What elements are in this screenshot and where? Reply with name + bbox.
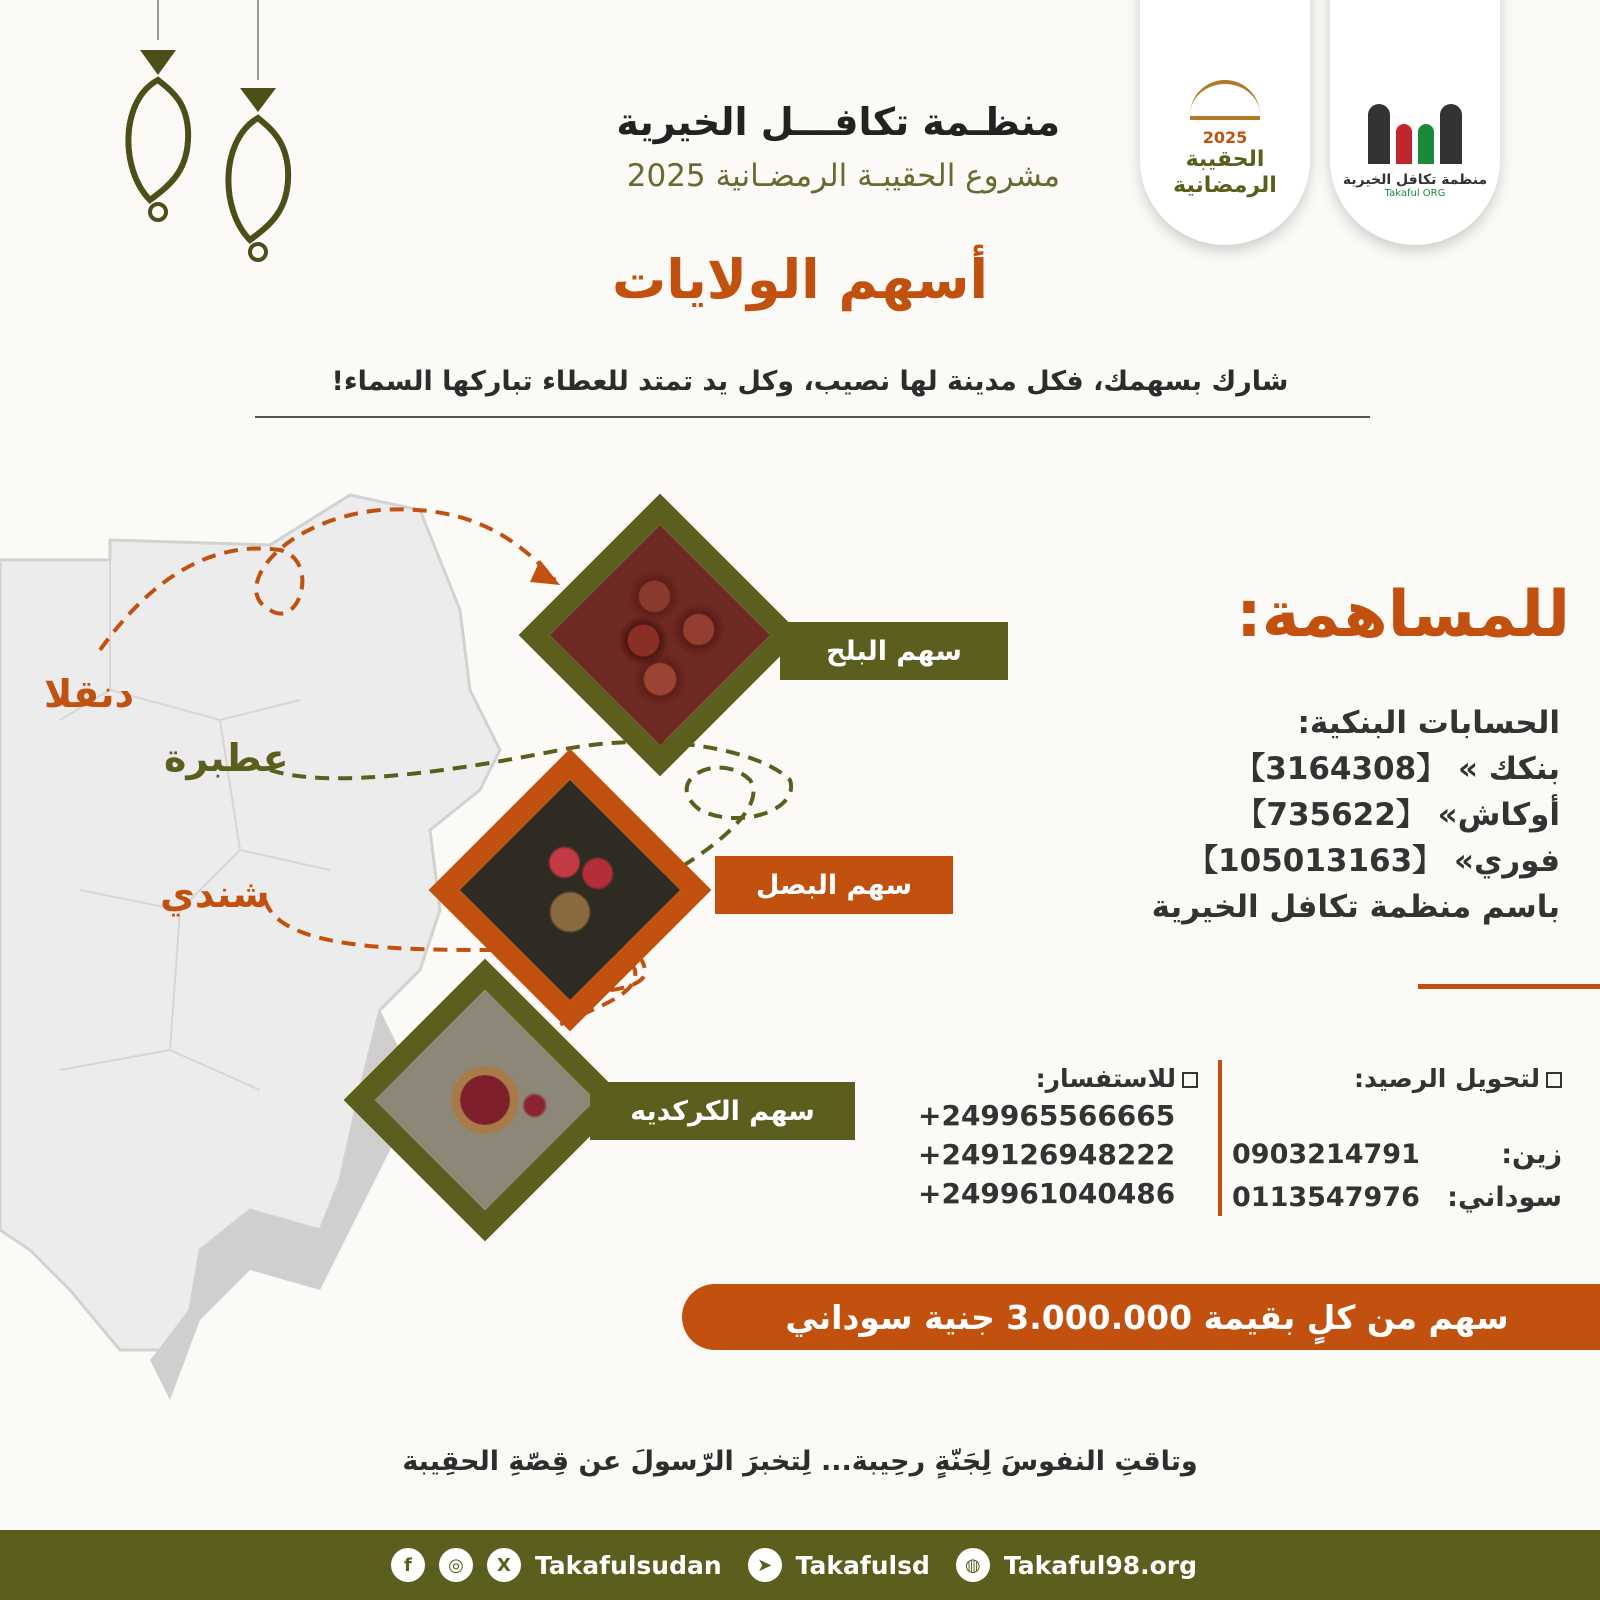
transfer-label: لتحويل الرصيد: [1354, 1064, 1540, 1093]
lantern-decoration-icon [110, 0, 310, 270]
inquiry-label: للاستفسار: [1035, 1064, 1176, 1093]
onion-share-card [470, 790, 670, 990]
subtitle-underline [255, 416, 1370, 418]
people-icon [1368, 104, 1462, 164]
city-atbara: عطبرة [164, 736, 289, 780]
hibiscus-share-label: سهم الكركديه [590, 1082, 855, 1140]
bank-accounts [1040, 700, 1560, 930]
checkbox-icon [1546, 1072, 1562, 1088]
contribute-heading: للمساهمة: [1236, 578, 1570, 652]
hibiscus-image [375, 990, 596, 1211]
balance-transfer-section [1232, 1064, 1562, 1213]
inquiry-phone-1[interactable]: +249965566665 [918, 1099, 1176, 1132]
ocash-account[interactable]: أوكاش» 【735622】 [1235, 797, 1560, 833]
checkbox-icon [1182, 1072, 1198, 1088]
facebook-icon[interactable]: f [391, 1548, 425, 1582]
web-icon[interactable]: ◍ [956, 1548, 990, 1582]
logo-name: الحقيبة الرمضانية [1173, 147, 1277, 198]
inquiry-section [918, 1064, 1198, 1210]
inquiry-phone-3[interactable]: +249961040486 [918, 1177, 1176, 1210]
telegram-icon[interactable]: ➤ [748, 1548, 782, 1582]
ramadan-bag-logo [1140, 0, 1310, 245]
inquiry-phone-2[interactable]: +249126948222 [918, 1138, 1176, 1171]
mosque-icon [1190, 80, 1260, 120]
sudani-number[interactable]: 0113547976 [1232, 1182, 1420, 1213]
dates-share-card [560, 535, 760, 735]
x-icon[interactable]: X [487, 1548, 521, 1582]
subtitle: شارك بسهمك، فكل مدينة لها نصيب، وكل يد تمتد للعطاء تباركها السماء! [331, 366, 1289, 397]
sudani-label: سوداني: [1447, 1182, 1562, 1213]
column-divider [1218, 1060, 1222, 1216]
hibiscus-share-card [385, 1000, 585, 1200]
closing-quote: وتاقتِ النفوسَ لِجَنّةٍ رحِيبة... لِتخبرَ الرّسولَ عن قِصّةِ الحقِيبة [402, 1446, 1198, 1477]
onion-share-label: سهم البصل [715, 856, 953, 914]
dates-share-label: سهم البلح [780, 622, 1008, 680]
city-shendi: شندي [160, 872, 270, 916]
city-dongola: دنقلا [44, 672, 134, 716]
page-title: أسهم الولايات [611, 248, 989, 311]
takaful-org-logo [1330, 0, 1500, 245]
logo-org-name: منظمة تكافل الخيرية [1342, 172, 1488, 188]
logo-year: 2025 [1202, 128, 1248, 147]
hibiscus-image-frame [344, 959, 627, 1242]
logo-org-sub: Takaful ORG [1384, 188, 1446, 199]
section-divider [1418, 984, 1600, 989]
social-footer [0, 1530, 1600, 1600]
share-value-banner: سهم من كلٍ بقيمة 3.000.000 جنية سوداني [682, 1284, 1600, 1350]
account-holder-name: باسم منظمة تكافل الخيرية [1151, 889, 1560, 925]
instagram-icon[interactable]: ◎ [439, 1548, 473, 1582]
org-title: منظـمة تكافـــل الخيرية [616, 100, 1060, 144]
bank-accounts-label: الحسابات البنكية: [1297, 705, 1560, 741]
dates-image [550, 525, 771, 746]
fawry-account[interactable]: فوري» 【105013163】 [1187, 843, 1560, 879]
zain-number[interactable]: 0903214791 [1232, 1139, 1420, 1170]
website-link[interactable]: Takaful98.org [1003, 1550, 1198, 1580]
zain-label: زين: [1501, 1139, 1562, 1170]
social-handle-takafulsudan[interactable]: Takafulsudan [534, 1550, 722, 1580]
project-title: مشروع الحقيبـة الرمضـانية 2025 [626, 158, 1060, 194]
bankak-account[interactable]: بنكك » 【3164308】 [1234, 751, 1560, 787]
dates-image-frame [519, 494, 802, 777]
social-handle-takafulsd[interactable]: Takafulsd [795, 1550, 930, 1580]
